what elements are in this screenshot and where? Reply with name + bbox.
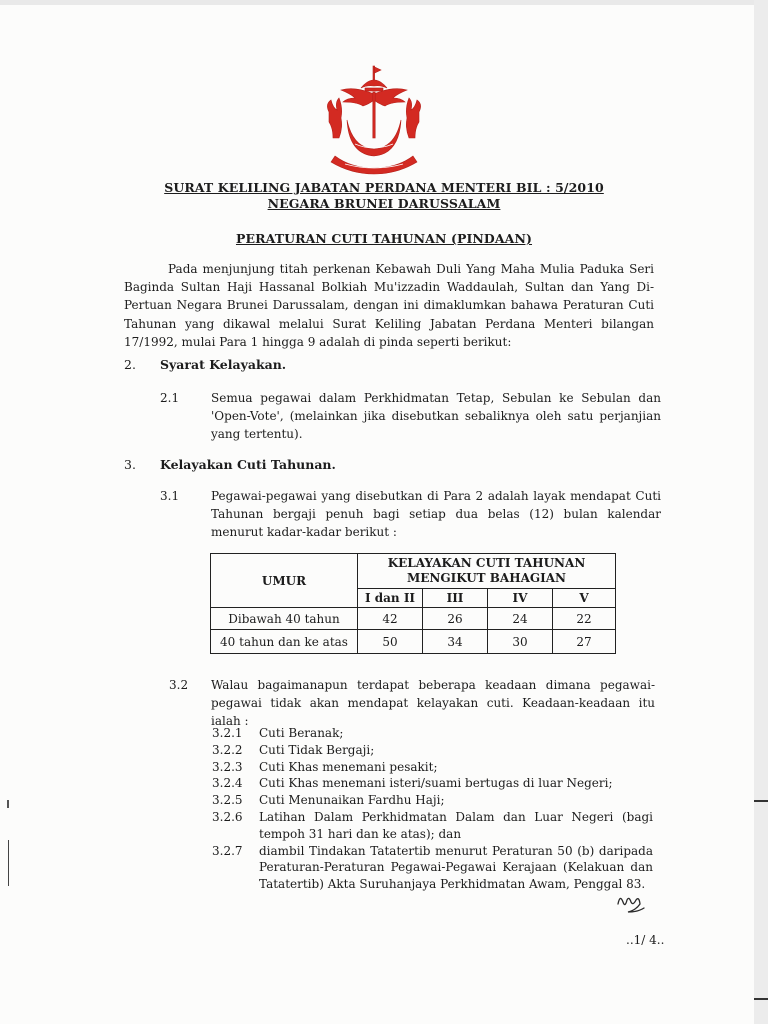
section-number: 3.	[124, 457, 136, 472]
row-label: Dibawah 40 tahun	[211, 608, 358, 630]
list-item	[212, 809, 653, 843]
table-cell: 34	[423, 630, 488, 654]
list-item	[212, 843, 653, 893]
scan-mark	[8, 840, 9, 886]
item-number: 3.2.7	[212, 843, 243, 858]
item-text: Cuti Tidak Bergaji;	[259, 742, 375, 757]
table-row	[211, 630, 616, 654]
exclusion-list	[212, 725, 653, 893]
scan-mark	[754, 998, 768, 1000]
item-number: 3.2.3	[212, 759, 243, 774]
column-header: III	[423, 589, 488, 608]
item-text: diambil Tindakan Tatatertib menurut Peraturan 50 (b) daripada Peraturan-Peraturan Pegawai-Pegawai Kerajaan (Kelakuan dan Tatatertib) Akta Suruhanjaya Perkhidmatan Awam, Penggal 83.	[259, 843, 653, 892]
scan-edge-right	[754, 0, 768, 1024]
umur-header: UMUR	[211, 554, 358, 608]
item-text: Cuti Khas menemani isteri/suami bertugas di luar Negeri;	[259, 776, 613, 791]
paragraph-text: Pegawai-pegawai yang disebutkan di Para 2 adalah layak mendapat Cuti Tahunan bergaji penuh bagi setiap dua belas (12) bulan kalendar menurut kadar-kadar berikut :	[211, 489, 661, 540]
entitlement-group-header	[358, 554, 616, 589]
list-item	[212, 792, 653, 809]
item-number: 3.2.5	[212, 793, 243, 808]
item-text: Cuti Beranak;	[259, 726, 344, 740]
scan-edge-top	[0, 0, 768, 5]
item-number: 3.2.6	[212, 809, 243, 824]
table-cell: 24	[488, 608, 553, 630]
table-cell: 42	[358, 608, 423, 630]
country-heading: NEGARA BRUNEI DARUSSALAM	[267, 196, 501, 211]
circular-heading: SURAT KELILING JABATAN PERDANA MENTERI BIL : 5/2010	[164, 180, 604, 195]
column-header: I dan II	[358, 589, 423, 608]
table-cell: 22	[553, 608, 616, 630]
table-row	[211, 608, 616, 630]
item-text: Cuti Menunaikan Fardhu Haji;	[259, 793, 445, 808]
table-cell: 50	[358, 630, 423, 654]
section-title: Kelayakan Cuti Tahunan.	[160, 457, 336, 472]
document-subtitle: PERATURAN CUTI TAHUNAN (PINDAAN)	[235, 231, 533, 246]
paragraph-text: Walau bagaimanapun terdapat beberapa keadaan dimana pegawai-pegawai tidak akan mendapat kelayakan cuti. Keadaan-keadaan itu ialah :	[211, 678, 655, 729]
item-text: Latihan Dalam Perkhidmatan Dalam dan Luar Negeri (bagi tempoh 31 hari dan ke atas); dan	[259, 809, 653, 841]
list-item	[212, 725, 653, 742]
item-number: 3.2.2	[212, 742, 243, 757]
section-number: 2.	[124, 357, 136, 372]
column-header: IV	[488, 589, 553, 608]
scan-mark	[7, 800, 9, 808]
group-header-line2: MENGIKUT BAHAGIAN	[406, 571, 567, 585]
list-item	[212, 742, 653, 759]
table-cell: 30	[488, 630, 553, 654]
paragraph-number: 3.2	[169, 678, 189, 692]
table-cell: 27	[553, 630, 616, 654]
item-number: 3.2.4	[212, 776, 243, 791]
section-title: Syarat Kelayakan.	[160, 357, 287, 372]
paragraph-number: 2.1	[160, 391, 180, 405]
paragraph-text: Semua pegawai dalam Perkhidmatan Tetap, Sebulan ke Sebulan dan 'Open-Vote', (melainkan jika disebutkan sebaliknya oleh satu perjanjian yang tertentu).	[211, 391, 661, 442]
paragraph-number: 3.1	[160, 489, 180, 503]
intro-paragraph: Pada menjunjung titah perkenan Kebawah Duli Yang Maha Mulia Paduka Seri Baginda Sultan Haji Hassanal Bolkiah Mu'izzadin Waddaulah, Sultan dan Yang Di-Pertuan Negara Brunei Darussalam, dengan ini dimaklumkan bahawa Peraturan Cuti Tahunan yang dikawal melalui Surat Keliling Jabatan Perdana Menteri bilangan 17/1992, mulai Para 1 hingga 9 adalah di pinda seperti berikut:	[124, 262, 654, 349]
brunei-crest-icon	[311, 64, 437, 176]
item-number: 3.2.1	[212, 726, 243, 740]
list-item	[212, 759, 653, 776]
scan-mark	[754, 800, 768, 802]
leave-entitlement-table	[210, 553, 616, 654]
table-cell: 26	[423, 608, 488, 630]
group-header-line1: KELAYAKAN CUTI TAHUNAN	[387, 556, 586, 570]
column-header: V	[553, 589, 616, 608]
initials-signature-icon	[614, 892, 648, 918]
item-text: Cuti Khas menemani pesakit;	[259, 759, 438, 774]
row-label: 40 tahun dan ke atas	[211, 630, 358, 654]
page-number: ..1/ 4..	[626, 933, 665, 947]
list-item	[212, 775, 653, 792]
